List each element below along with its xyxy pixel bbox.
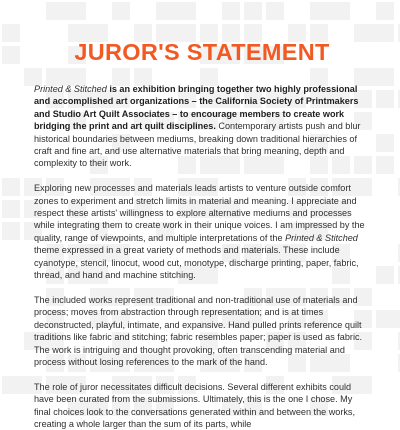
intro-bold-text: is an exhibition bringing together two highly professional and accomplished art organizations – the California Society of Printmakers and Studio Art Quilt Associates – to encourage members to create work bridging the print and art quilt disciplines. <box>34 84 359 132</box>
pattern-square <box>376 134 394 152</box>
page-title: JUROR'S STATEMENT <box>74 39 330 65</box>
pattern-square <box>2 24 20 42</box>
pattern-square <box>376 156 394 174</box>
pattern-square <box>376 266 394 284</box>
paragraph-intro <box>34 83 370 170</box>
pattern-square <box>2 178 20 196</box>
pattern-square <box>376 68 394 86</box>
exhibition-title: Printed & Stitched <box>285 232 358 243</box>
pattern-square <box>2 46 20 64</box>
processes-text-end: theme expressed in a great variety of methods and materials. These include cyanotype, stencil, linocut, wood cut, monotype, discharge printing, paper, fabric, thread, and hand and machine stitching. <box>34 245 359 281</box>
paragraph-processes <box>34 182 370 281</box>
statement-content <box>34 0 370 430</box>
pattern-square <box>376 310 400 328</box>
pattern-square <box>2 222 20 240</box>
processes-text-start: Exploring new processes and materials leads artists to venture outside comfort zones to experiment and stretch limits in material and meaning. I appreciate and respect these artists' willingness to explore alternative mediums and processes while integrating them to create work in their unique voices. I am impressed by the quality, range of viewpoints, and multiple interpretations of the <box>34 183 365 243</box>
pattern-square <box>376 90 394 108</box>
pattern-square <box>376 2 394 20</box>
pattern-square <box>2 200 20 218</box>
paragraph-juror-role: The role of juror necessitates difficult decisions. Several different exhibits could have been curated from the submissions. Ultimately, this is the one I chose. My final choices look to the conversations generated within and between the works, creating a whole larger than the sum of its parts, while <box>34 381 355 429</box>
intro-text: Contemporary artists push and blur historical boundaries between mediums, breaking down traditional hierarchies of craft and fine art, and use alternative materials that bring meaning, depth and complexity to their work. <box>34 121 361 169</box>
paragraph-works: The included works represent traditional and non-traditional use of materials and process; moves from abstraction through representation; and is at times deconstructed, playful, intimate, and expansive. Hand pulled prints reference quilt traditions like fabric and stitching; fabric resembles paper; paper is used as fabric. The work is intriguing and thought provoking, often transcending material and process without losing references to the mark of the hand. <box>34 294 363 367</box>
exhibition-title: Printed & Stitched <box>34 84 107 94</box>
